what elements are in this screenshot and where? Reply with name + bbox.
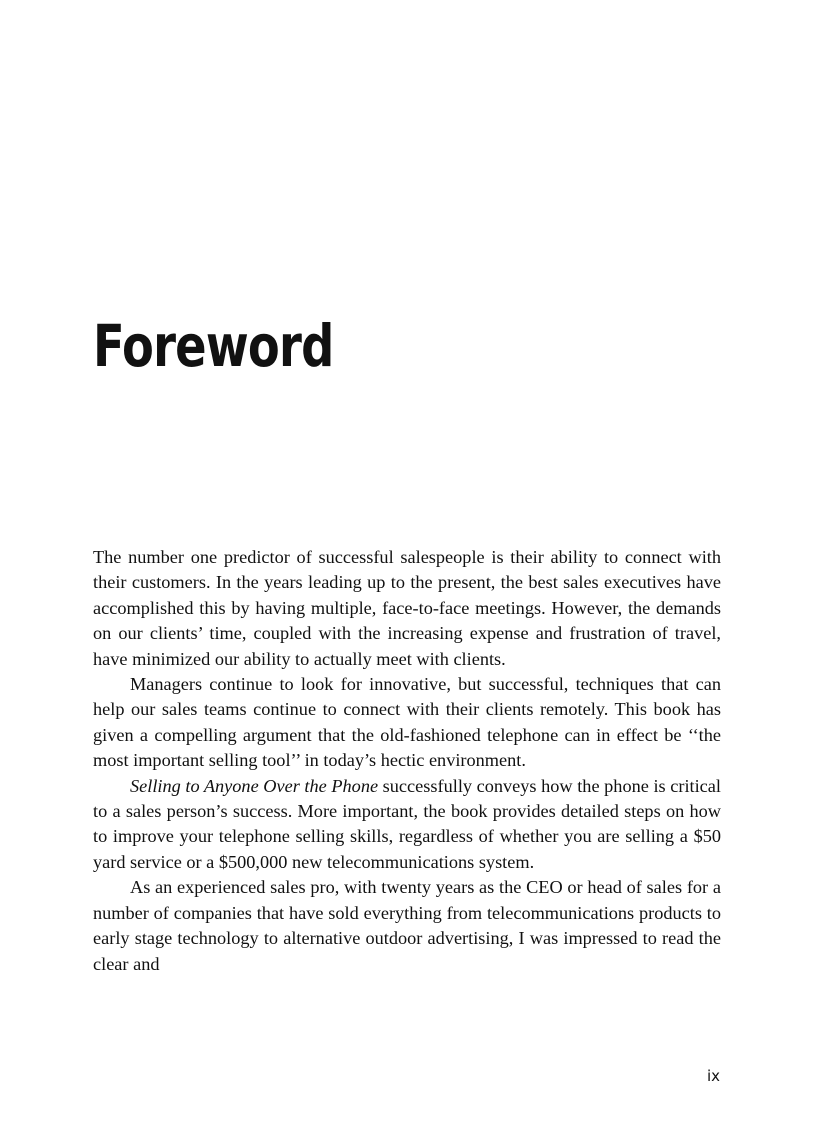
paragraph-1: The number one predictor of successful salespeople is their ability to connect with their customers. In the years leading up to the present, the best sales executives have accomplished this by having multiple, face-to-face meetings. However, the demands on our clients’ time, coupled with the increasing expense and frustration of travel, have minimized our ability to actually meet with clients.: [93, 547, 721, 669]
paragraph-4: As an experienced sales pro, with twenty years as the CEO or head of sales for a number of companies that have sold everything from telecommunications products to early stage technology to alternative outdoor advertising, I was impressed to read the clear and: [93, 877, 721, 974]
paragraph-3-text: successfully conveys how the phone is critical to a sales person’s success. More important, the book provides detailed steps on how to improve your telephone selling skills, regardless of whether you are selling a $50 yard service or a $500,000 new telecommunications system.: [93, 775, 721, 872]
page-number: ix: [706, 1067, 720, 1085]
book-title-italic: Selling to Anyone Over the Phone: [130, 775, 379, 796]
foreword-body: [93, 545, 721, 977]
paragraph-3: [93, 774, 721, 876]
paragraph-2: Managers continue to look for innovative, but successful, techniques that can help our sales teams continue to connect with their clients remotely. This book has given a compelling argument that the old-fashioned telephone can in effect be ‘‘the most important selling tool’’ in today’s hectic environment.: [93, 674, 721, 771]
chapter-title: Foreword: [93, 312, 334, 380]
